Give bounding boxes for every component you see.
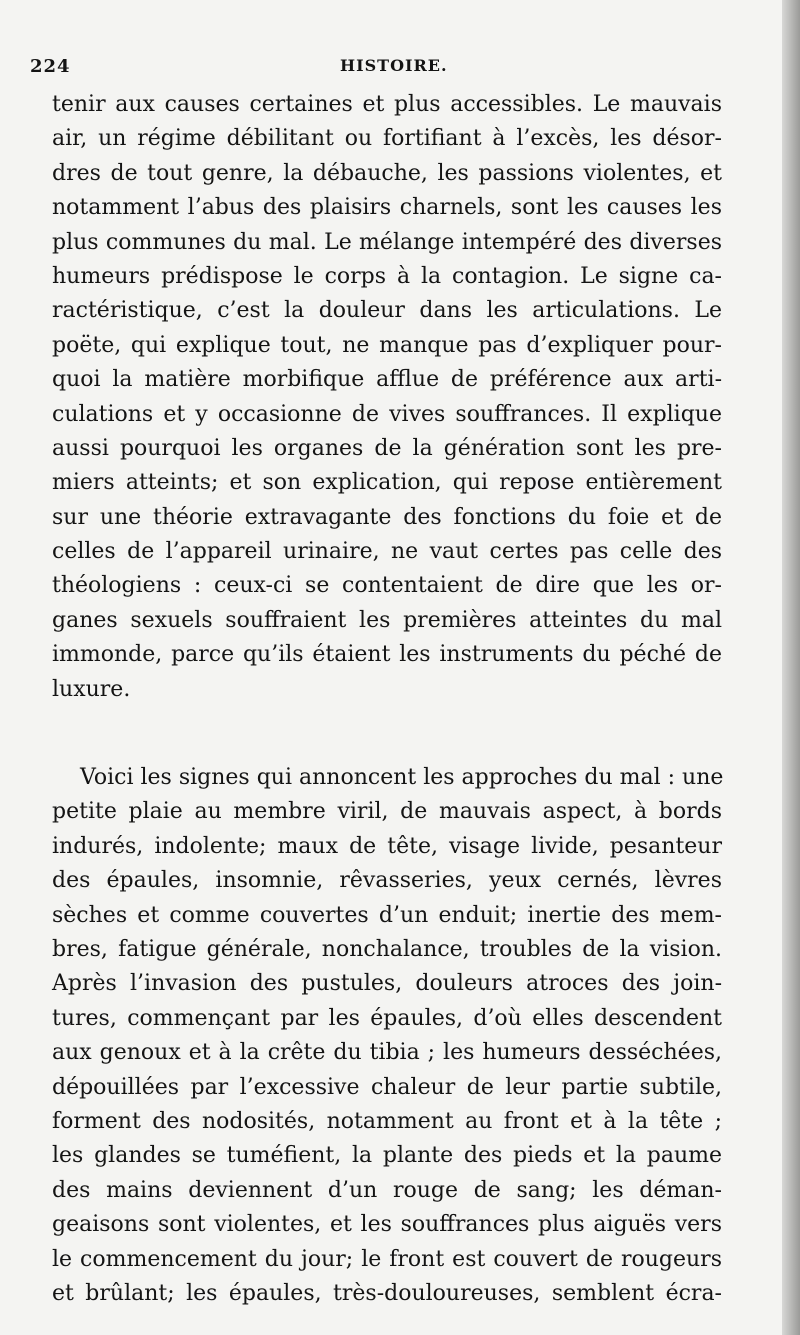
text-line: bres, fatigue générale, nonchalance, troubles de la vision. [52,936,722,962]
page-number: 224 [30,56,71,77]
text-line: aussi pourquoi les organes de la génération sont les pre- [52,435,722,461]
text-line: Voici les signes qui annoncent les approches du mal : une [80,765,724,791]
paragraph-1 [52,88,722,707]
text-line: petite plaie au membre viril, de mauvais aspect, à bords [52,799,722,825]
text-line: et brûlant; les épaules, très-douloureuses, semblent écra- [52,1280,722,1306]
paragraph-2 [52,761,722,1311]
text-line: plus communes du mal. Le mélange intempéré des diverses [52,229,722,255]
text-line: luxure. [52,676,131,702]
text-line: air, un régime débilitant ou fortifiant à l’excès, les désor- [52,126,722,152]
text-line: ganes sexuels souffraient les premières atteintes du mal [52,607,722,633]
page-edge-shadow [782,0,800,1335]
text-line: indurés, indolente; maux de tête, visage livide, pesanteur [52,833,722,859]
text-line: aux genoux et à la crête du tibia ; les humeurs desséchées, [52,1040,722,1066]
text-line: notamment l’abus des plaisirs charnels, sont les causes les [52,195,722,221]
text-line: dépouillées par l’excessive chaleur de leur partie subtile, [52,1074,722,1100]
text-line: forment des nodosités, notamment au front et à la tête ; [52,1108,722,1134]
text-line: ractéristique, c’est la douleur dans les articulations. Le [52,298,722,324]
text-line: geaisons sont violentes, et les souffrances plus aiguës vers [52,1212,722,1238]
text-line: miers atteints; et son explication, qui repose entièrement [52,470,722,496]
paragraph-spacer [52,707,722,761]
text-line: immonde, parce qu’ils étaient les instruments du péché de [52,642,722,668]
text-line: poëte, qui explique tout, ne manque pas d’expliquer pour- [52,332,722,358]
body-text [52,88,722,1311]
running-head: HISTOIRE. [340,56,448,75]
text-line: les glandes se tuméfient, la plante des pieds et la paume [52,1143,722,1169]
text-line: des mains deviennent d’un rouge de sang; les déman- [52,1177,722,1203]
text-line: humeurs prédispose le corps à la contagion. Le signe ca- [52,263,722,289]
text-line: dres de tout genre, la débauche, les passions violentes, et [52,160,722,186]
text-line: le commencement du jour; le front est couvert de rougeurs [52,1246,722,1272]
text-line: Après l’invasion des pustules, douleurs atroces des join- [52,971,722,997]
text-line: tenir aux causes certaines et plus accessibles. Le mauvais [52,92,722,117]
text-line: sèches et comme couvertes d’un enduit; inertie des mem- [52,902,722,928]
text-line: tures, commençant par les épaules, d’où elles descendent [52,1005,722,1031]
text-line: culations et y occasionne de vives souffrances. Il explique [52,401,722,427]
text-line: celles de l’appareil urinaire, ne vaut certes pas celle des [52,539,722,565]
text-line: des épaules, insomnie, rêvasseries, yeux cernés, lèvres [52,868,722,894]
text-line: théologiens : ceux-ci se contentaient de dire que les or- [52,573,722,599]
text-line: sur une théorie extravagante des fonctions du foie et de [52,504,722,530]
text-line: quoi la matière morbifique afflue de préférence aux arti- [52,367,722,393]
page-header [30,56,720,86]
